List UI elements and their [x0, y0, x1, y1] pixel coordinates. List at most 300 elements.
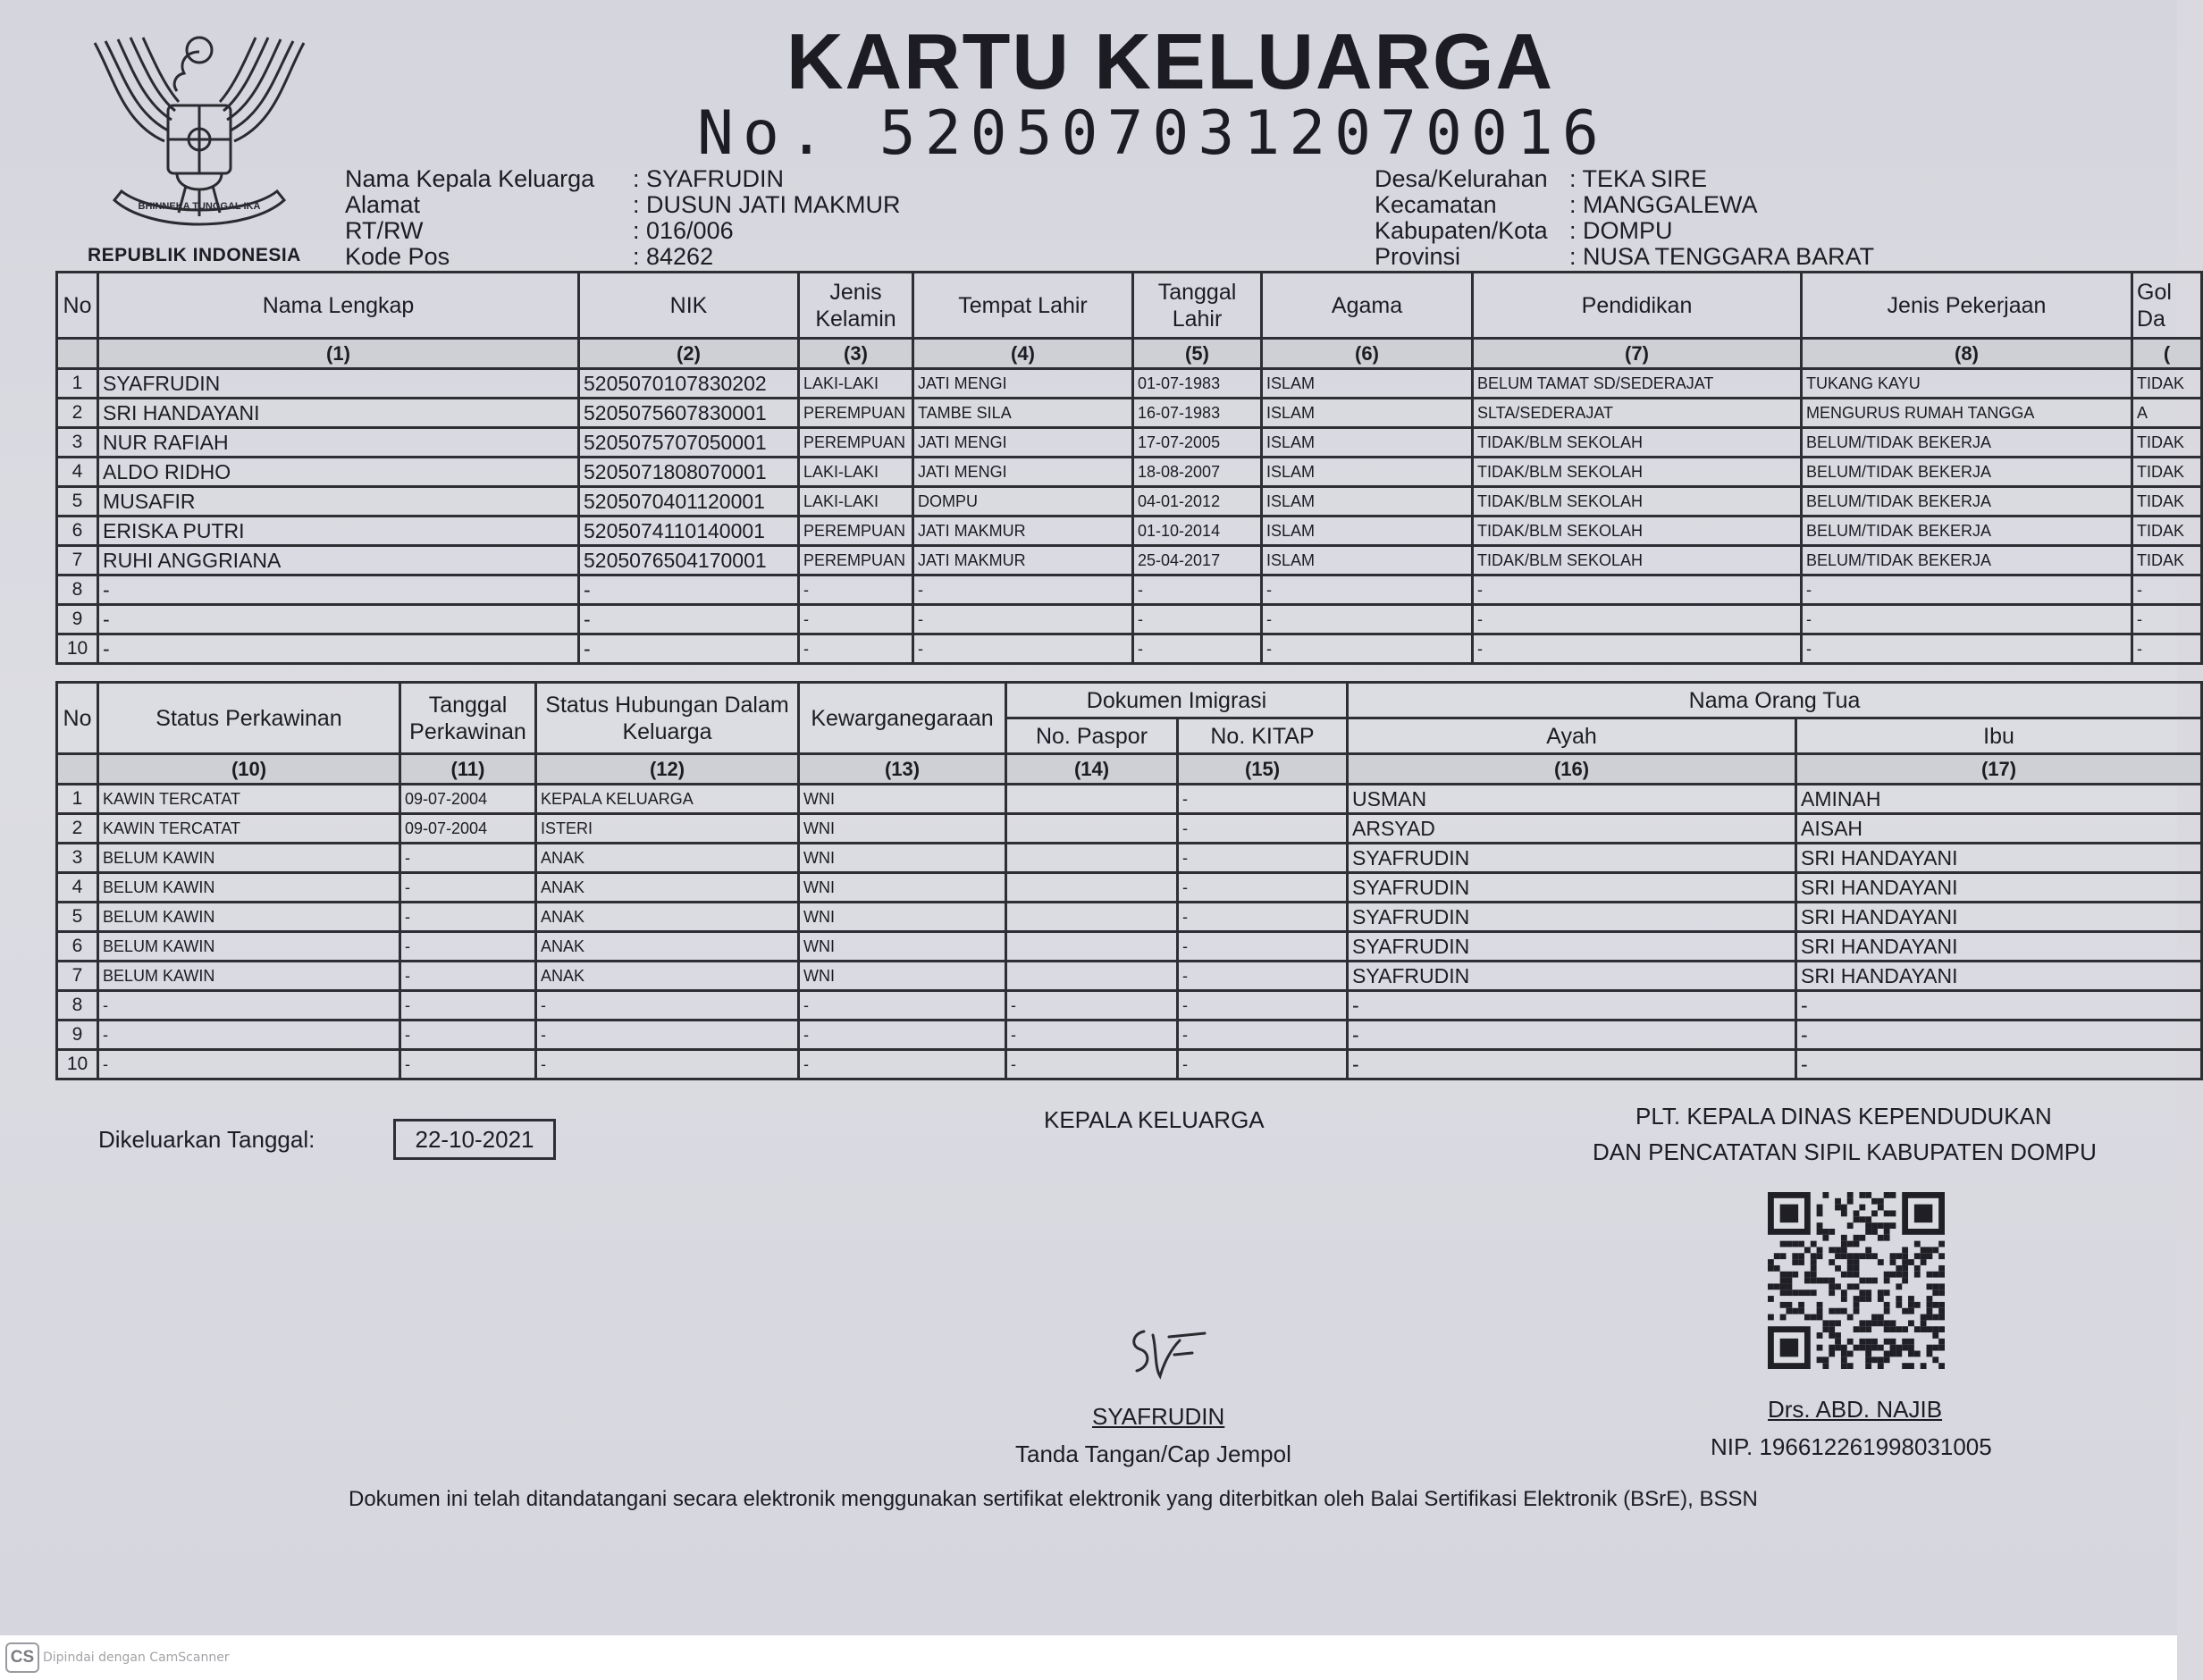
table-cell: -: [1178, 1050, 1348, 1079]
issued-date-label: Dikeluarkan Tanggal:: [98, 1126, 315, 1153]
column-number-row: [57, 754, 2202, 785]
table-cell: WNI: [799, 785, 1006, 814]
table-row: [57, 517, 2202, 546]
family-members-table: [55, 271, 2203, 665]
table-cell: LAKI-LAKI: [799, 487, 913, 517]
col-header-ayah: Ayah: [1348, 718, 1796, 754]
table-cell: -: [799, 1050, 1006, 1079]
table-cell: ANAK: [536, 903, 799, 932]
column-number: (14): [1006, 754, 1178, 785]
col-header-golongan-darah: Gol Da: [2132, 273, 2202, 339]
table-cell: BELUM KAWIN: [98, 873, 400, 903]
table-cell: -: [400, 844, 536, 873]
table-header-row: [57, 273, 2202, 339]
qr-code-icon: [1768, 1192, 1945, 1369]
identity-label: Kecamatan: [1375, 191, 1497, 218]
table-cell: -: [400, 873, 536, 903]
column-number: (7): [1473, 339, 1802, 369]
table-row: [57, 487, 2202, 517]
table-row: [57, 873, 2202, 903]
column-number: (11): [400, 754, 536, 785]
table-cell: -: [400, 932, 536, 962]
table-cell: PEREMPUAN: [799, 546, 913, 575]
table-cell: -: [913, 575, 1133, 605]
table-cell: -: [913, 605, 1133, 634]
table-cell: -: [799, 575, 913, 605]
identity-value: : TEKA SIRE: [1569, 165, 1708, 192]
table-cell: 25-04-2017: [1133, 546, 1262, 575]
table-cell: MENGURUS RUMAH TANGGA: [1802, 399, 2132, 428]
identity-value: : NUSA TENGGARA BARAT: [1569, 243, 1875, 270]
table-cell: -: [1473, 605, 1802, 634]
col-header-nama: Nama Lengkap: [98, 273, 579, 339]
table-cell: SLTA/SEDERAJAT: [1473, 399, 1802, 428]
table-cell: ALDO RIDHO: [98, 458, 579, 487]
table-cell: TIDAK/BLM SEKOLAH: [1473, 517, 1802, 546]
col-header-status-hubungan: Status Hubungan Dalam Keluarga: [536, 683, 799, 754]
table-cell: SRI HANDAYANI: [1796, 873, 2202, 903]
table-cell: ISTERI: [536, 814, 799, 844]
table-cell: 16-07-1983: [1133, 399, 1262, 428]
table-cell: WNI: [799, 932, 1006, 962]
table-cell: 6: [57, 932, 98, 962]
column-number: (13): [799, 754, 1006, 785]
col-header-tanggal-perkawinan: Tanggal Perkawinan: [400, 683, 536, 754]
table-cell: -: [2132, 575, 2202, 605]
table-cell: -: [913, 634, 1133, 664]
column-number: (16): [1348, 754, 1796, 785]
col-header-no-kitap: No. KITAP: [1178, 718, 1348, 754]
table-row: [57, 1050, 2202, 1079]
col-header-pekerjaan: Jenis Pekerjaan: [1802, 273, 2132, 339]
signature-icon: [1117, 1314, 1224, 1394]
col-header-pendidikan: Pendidikan: [1473, 273, 1802, 339]
identity-value: : MANGGALEWA: [1569, 191, 1758, 218]
table-cell: ISLAM: [1262, 487, 1473, 517]
table-cell: A: [2132, 399, 2202, 428]
table-cell: WNI: [799, 903, 1006, 932]
table-cell: -: [1133, 575, 1262, 605]
table-cell: -: [1802, 634, 2132, 664]
table-cell: -: [1802, 575, 2132, 605]
table-cell: -: [1473, 575, 1802, 605]
table-cell: -: [400, 1050, 536, 1079]
table-cell: TIDAK: [2132, 487, 2202, 517]
table-cell: 2: [57, 814, 98, 844]
identity-row: [1375, 244, 1874, 270]
table-row: [57, 458, 2202, 487]
table-cell: -: [1133, 605, 1262, 634]
table-cell: -: [1802, 605, 2132, 634]
table-cell: -: [1473, 634, 1802, 664]
column-number: (12): [536, 754, 799, 785]
table-cell: 09-07-2004: [400, 814, 536, 844]
col-header-nama-orang-tua: Nama Orang Tua: [1348, 683, 2202, 718]
identity-label: Nama Kepala Keluarga: [345, 165, 595, 192]
table-cell: 09-07-2004: [400, 785, 536, 814]
table-cell: -: [1262, 575, 1473, 605]
table-cell: -: [1006, 1021, 1178, 1050]
table-cell: -: [799, 634, 913, 664]
family-status-table: [55, 681, 2203, 1080]
identity-label: Kode Pos: [345, 243, 450, 270]
table-cell: 4: [57, 458, 98, 487]
table-cell: MUSAFIR: [98, 487, 579, 517]
table-cell: TIDAK: [2132, 546, 2202, 575]
table-cell: 5205070401120001: [579, 487, 799, 517]
table-cell: JATI MAKMUR: [913, 517, 1133, 546]
table-cell: BELUM/TIDAK BEKERJA: [1802, 428, 2132, 458]
table-cell: SRI HANDAYANI: [1796, 932, 2202, 962]
identity-row: [345, 192, 901, 218]
table-cell: 17-07-2005: [1133, 428, 1262, 458]
col-header-ibu: Ibu: [1796, 718, 2202, 754]
table-cell: ANAK: [536, 873, 799, 903]
table-cell: 01-07-1983: [1133, 369, 1262, 399]
table-cell: ISLAM: [1262, 399, 1473, 428]
column-number: (15): [1178, 754, 1348, 785]
table-cell: -: [2132, 605, 2202, 634]
table-row: [57, 399, 2202, 428]
table-cell: -: [400, 1021, 536, 1050]
table-cell: KEPALA KELUARGA: [536, 785, 799, 814]
table-cell: SRI HANDAYANI: [98, 399, 579, 428]
table-row: [57, 428, 2202, 458]
identity-value: : DOMPU: [1569, 217, 1673, 244]
table-row: [57, 369, 2202, 399]
table-row: [57, 991, 2202, 1021]
col-header-tanggal-lahir: Tanggal Lahir: [1133, 273, 1262, 339]
identity-row: [1375, 166, 1874, 192]
head-of-family-label: KEPALA KELUARGA: [1044, 1106, 1265, 1133]
table-cell: ISLAM: [1262, 369, 1473, 399]
table-cell: -: [400, 991, 536, 1021]
table-cell: LAKI-LAKI: [799, 458, 913, 487]
table-cell: -: [536, 1021, 799, 1050]
table-cell: TIDAK/BLM SEKOLAH: [1473, 546, 1802, 575]
table-cell: 10: [57, 1050, 98, 1079]
electronic-signature-note: Dokumen ini telah ditandatangani secara elektronik menggunakan sertifikat elektronik yang diterbitkan oleh Balai Sertifikasi Elektronik (BSrE), BSSN: [349, 1487, 1758, 1511]
table-cell: TIDAK/BLM SEKOLAH: [1473, 458, 1802, 487]
table-row: [57, 1021, 2202, 1050]
table-cell: RUHI ANGGRIANA: [98, 546, 579, 575]
document-title: KARTU KELUARGA: [786, 17, 1555, 105]
column-number-row: [57, 339, 2202, 369]
table-cell: -: [400, 962, 536, 991]
table-cell: TUKANG KAYU: [1802, 369, 2132, 399]
table-cell: -: [1178, 932, 1348, 962]
table-cell: PEREMPUAN: [799, 428, 913, 458]
table-cell: SYAFRUDIN: [1348, 903, 1796, 932]
official-name: Drs. ABD. NAJIB: [1768, 1396, 1943, 1423]
table-cell: TIDAK/BLM SEKOLAH: [1473, 428, 1802, 458]
identity-row: [1375, 218, 1874, 244]
scanner-footer: [0, 1635, 2177, 1680]
table-cell: -: [1178, 814, 1348, 844]
table-cell: WNI: [799, 873, 1006, 903]
official-nip: NIP. 196612261998031005: [1711, 1433, 1992, 1460]
table-cell: 9: [57, 1021, 98, 1050]
table-cell: SRI HANDAYANI: [1796, 903, 2202, 932]
table-row: [57, 575, 2202, 605]
identity-value: : DUSUN JATI MAKMUR: [633, 191, 901, 218]
table-cell: 4: [57, 873, 98, 903]
table-cell: -: [2132, 634, 2202, 664]
table-cell: USMAN: [1348, 785, 1796, 814]
col-header-jenis-kelamin: Jenis Kelamin: [799, 273, 913, 339]
column-number: (6): [1262, 339, 1473, 369]
head-of-family-name: SYAFRUDIN: [1092, 1403, 1225, 1430]
table-cell: -: [1348, 1050, 1796, 1079]
office-title-line1: PLT. KEPALA DINAS KEPENDUDUKAN: [1635, 1103, 2052, 1130]
table-row: [57, 605, 2202, 634]
table-cell: -: [98, 1021, 400, 1050]
table-row: [57, 634, 2202, 664]
table-cell: -: [98, 575, 579, 605]
identity-value: : 016/006: [633, 217, 734, 244]
table-cell: BELUM/TIDAK BEKERJA: [1802, 487, 2132, 517]
table-cell: [1006, 844, 1178, 873]
camscanner-text: Dipindai dengan CamScanner: [43, 1651, 230, 1665]
table-cell: -: [98, 991, 400, 1021]
column-number: [57, 339, 98, 369]
identity-label: Kabupaten/Kota: [1375, 217, 1548, 244]
col-header-no-paspor: No. Paspor: [1006, 718, 1178, 754]
table-cell: 8: [57, 991, 98, 1021]
table-cell: [1006, 932, 1178, 962]
column-number: (8): [1802, 339, 2132, 369]
garuda-emblem-icon: [79, 25, 320, 239]
table-cell: 9: [57, 605, 98, 634]
identity-label: Provinsi: [1375, 243, 1461, 270]
table-cell: ANAK: [536, 932, 799, 962]
table-cell: [1006, 962, 1178, 991]
table-cell: BELUM TAMAT SD/SEDERAJAT: [1473, 369, 1802, 399]
table-row: [57, 962, 2202, 991]
table-cell: SYAFRUDIN: [1348, 844, 1796, 873]
table-cell: WNI: [799, 814, 1006, 844]
table-cell: -: [579, 605, 799, 634]
table-cell: 18-08-2007: [1133, 458, 1262, 487]
table-cell: LAKI-LAKI: [799, 369, 913, 399]
table-cell: -: [1796, 991, 2202, 1021]
table-cell: -: [1178, 903, 1348, 932]
table-cell: NUR RAFIAH: [98, 428, 579, 458]
identity-right: [1375, 166, 1874, 270]
column-number: (10): [98, 754, 400, 785]
family-card-number: No. 5205070312070016: [697, 98, 1608, 169]
col-header-no: No: [57, 273, 98, 339]
table-cell: [1006, 903, 1178, 932]
signature-caption: Tanda Tangan/Cap Jempol: [1015, 1441, 1291, 1467]
column-number: (5): [1133, 339, 1262, 369]
table-cell: KAWIN TERCATAT: [98, 814, 400, 844]
table-cell: [1006, 814, 1178, 844]
table-cell: ISLAM: [1262, 546, 1473, 575]
table-cell: AMINAH: [1796, 785, 2202, 814]
table-cell: PEREMPUAN: [799, 517, 913, 546]
table-cell: -: [799, 1021, 1006, 1050]
table-cell: -: [1178, 844, 1348, 873]
table-cell: JATI MENGI: [913, 458, 1133, 487]
table-cell: 5: [57, 487, 98, 517]
table-cell: -: [1262, 605, 1473, 634]
table-cell: JATI MAKMUR: [913, 546, 1133, 575]
table-cell: 04-01-2012: [1133, 487, 1262, 517]
table-cell: 5205075707050001: [579, 428, 799, 458]
table-cell: 5: [57, 903, 98, 932]
identity-row: [345, 218, 901, 244]
table-cell: ISLAM: [1262, 517, 1473, 546]
table-cell: -: [1006, 991, 1178, 1021]
table-cell: SRI HANDAYANI: [1796, 962, 2202, 991]
table-cell: KAWIN TERCATAT: [98, 785, 400, 814]
table-cell: BELUM KAWIN: [98, 844, 400, 873]
table-row: [57, 903, 2202, 932]
table-cell: BELUM KAWIN: [98, 962, 400, 991]
identity-label: Alamat: [345, 191, 421, 218]
camscanner-logo-icon: CS: [5, 1642, 39, 1673]
table-cell: -: [1348, 991, 1796, 1021]
col-header-agama: Agama: [1262, 273, 1473, 339]
identity-value: : SYAFRUDIN: [633, 165, 785, 192]
table-cell: AISAH: [1796, 814, 2202, 844]
table-row: [57, 785, 2202, 814]
table-cell: -: [536, 991, 799, 1021]
table-cell: 1: [57, 785, 98, 814]
table-cell: TAMBE SILA: [913, 399, 1133, 428]
column-number: (: [2132, 339, 2202, 369]
col-header-no: No: [57, 683, 98, 754]
table-cell: 3: [57, 428, 98, 458]
table-cell: -: [536, 1050, 799, 1079]
table-cell: -: [1796, 1050, 2202, 1079]
table-cell: ARSYAD: [1348, 814, 1796, 844]
table-cell: BELUM/TIDAK BEKERJA: [1802, 517, 2132, 546]
table-cell: BELUM/TIDAK BEKERJA: [1802, 458, 2132, 487]
table-cell: 5205074110140001: [579, 517, 799, 546]
table-cell: -: [1348, 1021, 1796, 1050]
table-cell: TIDAK: [2132, 517, 2202, 546]
table-cell: SRI HANDAYANI: [1796, 844, 2202, 873]
col-header-kewarganegaraan: Kewarganegaraan: [799, 683, 1006, 754]
column-number: (17): [1796, 754, 2202, 785]
table-cell: -: [98, 605, 579, 634]
table-cell: -: [1262, 634, 1473, 664]
table-row: [57, 844, 2202, 873]
table-cell: -: [799, 605, 913, 634]
table-cell: ANAK: [536, 844, 799, 873]
emblem-motto: BHINNEKA TUNGGAL IKA: [138, 201, 261, 212]
table-cell: 5205071808070001: [579, 458, 799, 487]
table-cell: -: [98, 1050, 400, 1079]
table-cell: -: [1178, 991, 1348, 1021]
table-cell: PEREMPUAN: [799, 399, 913, 428]
identity-row: [345, 244, 901, 270]
table-cell: -: [1178, 1021, 1348, 1050]
table-cell: 10: [57, 634, 98, 664]
table-cell: [1006, 785, 1178, 814]
table-cell: SYAFRUDIN: [1348, 932, 1796, 962]
table-cell: -: [1178, 873, 1348, 903]
table-header-row: [57, 683, 2202, 718]
table-cell: ISLAM: [1262, 428, 1473, 458]
issued-date-value: 22-10-2021: [393, 1119, 556, 1160]
table-cell: -: [1178, 962, 1348, 991]
table-cell: TIDAK: [2132, 458, 2202, 487]
table-cell: SYAFRUDIN: [98, 369, 579, 399]
table-cell: 1: [57, 369, 98, 399]
table-cell: 2: [57, 399, 98, 428]
table-row: [57, 546, 2202, 575]
table-cell: -: [1178, 785, 1348, 814]
table-cell: -: [400, 903, 536, 932]
office-title-line2: DAN PENCATATAN SIPIL KABUPATEN DOMPU: [1593, 1138, 2097, 1165]
table-cell: 5205076504170001: [579, 546, 799, 575]
identity-left: [345, 166, 901, 270]
table-cell: BELUM/TIDAK BEKERJA: [1802, 546, 2132, 575]
table-cell: SYAFRUDIN: [1348, 873, 1796, 903]
table-cell: 8: [57, 575, 98, 605]
table-cell: JATI MENGI: [913, 428, 1133, 458]
identity-row: [345, 166, 901, 192]
table-cell: BELUM KAWIN: [98, 932, 400, 962]
table-cell: ERISKA PUTRI: [98, 517, 579, 546]
table-cell: 7: [57, 962, 98, 991]
identity-value: : 84262: [633, 243, 714, 270]
column-number: (2): [579, 339, 799, 369]
table-cell: WNI: [799, 844, 1006, 873]
col-header-nik: NIK: [579, 273, 799, 339]
table-cell: JATI MENGI: [913, 369, 1133, 399]
table-cell: WNI: [799, 962, 1006, 991]
column-number: (4): [913, 339, 1133, 369]
table-cell: ISLAM: [1262, 458, 1473, 487]
table-cell: TIDAK: [2132, 428, 2202, 458]
table-cell: 5205075607830001: [579, 399, 799, 428]
table-cell: -: [1796, 1021, 2202, 1050]
table-row: [57, 932, 2202, 962]
column-number: (3): [799, 339, 913, 369]
table-cell: BELUM KAWIN: [98, 903, 400, 932]
table-cell: -: [1006, 1050, 1178, 1079]
col-header-tempat-lahir: Tempat Lahir: [913, 273, 1133, 339]
table-cell: -: [98, 634, 579, 664]
table-cell: -: [579, 634, 799, 664]
col-header-status-perkawinan: Status Perkawinan: [98, 683, 400, 754]
table-row: [57, 814, 2202, 844]
identity-row: [1375, 192, 1874, 218]
table-cell: 3: [57, 844, 98, 873]
table-cell: 01-10-2014: [1133, 517, 1262, 546]
identity-label: Desa/Kelurahan: [1375, 165, 1548, 192]
table-cell: -: [799, 991, 1006, 1021]
table-cell: -: [1133, 634, 1262, 664]
table-cell: SYAFRUDIN: [1348, 962, 1796, 991]
table-cell: [1006, 873, 1178, 903]
table-cell: 6: [57, 517, 98, 546]
column-number: (1): [98, 339, 579, 369]
table-cell: ANAK: [536, 962, 799, 991]
column-number: [57, 754, 98, 785]
table-cell: 5205070107830202: [579, 369, 799, 399]
table-cell: TIDAK/BLM SEKOLAH: [1473, 487, 1802, 517]
table-cell: 7: [57, 546, 98, 575]
col-header-dokumen-imigrasi: Dokumen Imigrasi: [1006, 683, 1348, 718]
table-cell: TIDAK: [2132, 369, 2202, 399]
table-cell: DOMPU: [913, 487, 1133, 517]
country-label: REPUBLIK INDONESIA: [88, 245, 301, 265]
